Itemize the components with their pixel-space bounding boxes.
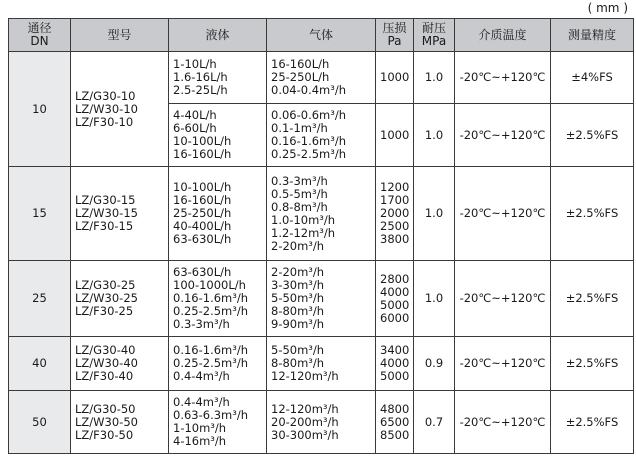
- medium-temp-cell: -20℃~+120℃: [455, 261, 551, 337]
- model-line: LZ/W30-25: [75, 291, 138, 305]
- liquid-range-line: 1-10L/h: [173, 57, 217, 71]
- gas-range-line: 8-80m³/h: [271, 356, 325, 370]
- gas-range-line: 0.1-1m³/h: [271, 121, 328, 135]
- gas-range-line: 0.5-5m³/h: [271, 186, 328, 201]
- liquid-range-cell: [169, 52, 267, 104]
- table-row: [9, 391, 634, 454]
- medium-temp-cell: -20℃~+120℃: [455, 391, 551, 454]
- table-row: [9, 337, 634, 391]
- table-row: [9, 261, 634, 337]
- header-liquid: 液体: [169, 19, 267, 52]
- liquid-range-line: 25-250L/h: [173, 206, 232, 220]
- gas-range-line: 16-160L/h: [271, 57, 330, 71]
- model-line: LZ/G30-40: [75, 343, 136, 357]
- liquid-range-line: 1.6-16L/h: [173, 70, 228, 84]
- accuracy-cell: ±4%FS: [551, 52, 634, 104]
- pressure-loss-line: 2800: [380, 271, 410, 286]
- header-accuracy: 测量精度: [551, 19, 634, 52]
- gas-range-cell: [267, 261, 376, 337]
- pressure-rating-cell: 1.0: [414, 52, 455, 104]
- gas-range-cell: [267, 167, 376, 261]
- model-line: LZ/G30-50: [75, 401, 136, 416]
- accuracy-cell: ±2.5%FS: [551, 104, 634, 167]
- model-line: LZ/G30-10: [75, 88, 136, 103]
- gas-range-line: 0.3-3m³/h: [271, 173, 328, 188]
- header-pressure-rating-line-2: MPa: [421, 34, 447, 48]
- header-pressure-loss-line-1: 压损: [382, 21, 407, 35]
- accuracy-cell: ±2.5%FS: [551, 337, 634, 391]
- gas-range-line: 3-30m³/h: [271, 278, 325, 292]
- liquid-range-line: 10-100L/h: [173, 180, 232, 194]
- pressure-loss-line: 4000: [380, 284, 410, 299]
- header-dn-line-2: DN: [30, 34, 49, 48]
- gas-range-line: 1.2-12m³/h: [271, 225, 336, 240]
- accuracy-cell: ±2.5%FS: [551, 261, 634, 337]
- liquid-range-line: 0.4-4m³/h: [173, 395, 230, 409]
- liquid-range-line: 16-160L/h: [173, 147, 232, 161]
- gas-range-cell: [267, 337, 376, 391]
- pressure-loss-line: 6000: [380, 310, 410, 325]
- pressure-loss-line: 4000: [380, 356, 410, 370]
- model-cell: [71, 167, 169, 261]
- liquid-range-line: 0.16-1.6m³/h: [173, 291, 249, 305]
- pressure-loss-cell: [376, 52, 414, 104]
- liquid-range-line: 10-100L/h: [173, 134, 232, 148]
- liquid-range-line: 63-630L/h: [173, 265, 232, 279]
- model-line: LZ/F30-10: [75, 114, 134, 129]
- gas-range-line: 20-200m³/h: [271, 414, 339, 429]
- gas-range-line: 0.04-0.4m³/h: [271, 83, 347, 97]
- dn-cell: 50: [9, 391, 71, 454]
- gas-range-line: 30-300m³/h: [271, 427, 339, 442]
- medium-temp-cell: -20℃~+120℃: [455, 337, 551, 391]
- dn-cell: 25: [9, 261, 71, 337]
- pressure-rating-cell: 1.0: [414, 167, 455, 261]
- gas-range-line: 5-50m³/h: [271, 343, 325, 357]
- liquid-range-cell: [169, 391, 267, 454]
- header-dn: [9, 19, 71, 52]
- liquid-range-line: 4-40L/h: [173, 108, 217, 122]
- header-medium-temp: 介质温度: [455, 19, 551, 52]
- liquid-range-line: 0.16-1.6m³/h: [173, 343, 249, 357]
- pressure-rating-cell: 0.9: [414, 337, 455, 391]
- liquid-range-cell: [169, 261, 267, 337]
- pressure-rating-cell: 1.0: [414, 104, 455, 167]
- gas-range-line: 0.8-8m³/h: [271, 199, 328, 214]
- pressure-rating-cell: 1.0: [414, 261, 455, 337]
- pressure-loss-line: 5000: [380, 297, 410, 312]
- table-row: [9, 52, 634, 104]
- pressure-loss-cell: [376, 391, 414, 454]
- pressure-loss-line: 1000: [380, 127, 410, 142]
- model-cell: [71, 261, 169, 337]
- model-line: LZ/W30-40: [75, 356, 138, 370]
- dn-cell: 40: [9, 337, 71, 391]
- medium-temp-cell: -20℃~+120℃: [455, 104, 551, 167]
- header-model: 型号: [71, 19, 169, 52]
- pressure-loss-line: 1200: [380, 180, 410, 194]
- pressure-loss-line: 2500: [380, 219, 410, 233]
- liquid-range-line: 0.63-6.3m³/h: [173, 408, 249, 422]
- model-cell: [71, 337, 169, 391]
- pressure-rating-cell: 0.7: [414, 391, 455, 454]
- model-line: LZ/F30-40: [75, 369, 134, 383]
- pressure-loss-cell: [376, 261, 414, 337]
- liquid-range-cell: [169, 104, 267, 167]
- liquid-range-line: 1-10m³/h: [173, 421, 227, 435]
- gas-range-line: 12-120m³/h: [271, 369, 339, 383]
- header-pressure-loss-line-2: Pa: [387, 34, 402, 48]
- gas-range-line: 5-50m³/h: [271, 291, 325, 305]
- liquid-range-line: 40-400L/h: [173, 219, 232, 233]
- table-row: [9, 167, 634, 261]
- gas-range-line: 0.06-0.6m³/h: [271, 108, 347, 122]
- pressure-loss-cell: [376, 337, 414, 391]
- pressure-loss-line: 3400: [380, 343, 410, 357]
- pressure-loss-cell: [376, 167, 414, 261]
- accuracy-cell: ±2.5%FS: [551, 167, 634, 261]
- liquid-range-line: 100-1000L/h: [173, 278, 246, 292]
- liquid-range-line: 2.5-25L/h: [173, 83, 228, 97]
- gas-range-line: 2-20m³/h: [271, 265, 325, 279]
- pressure-loss-line: 3800: [380, 232, 410, 246]
- pressure-loss-line: 6500: [380, 414, 410, 429]
- gas-range-cell: [267, 391, 376, 454]
- header-pressure-rating: [414, 19, 455, 52]
- header-gas: 气体: [267, 19, 376, 52]
- gas-range-line: 12-120m³/h: [271, 401, 339, 416]
- pressure-loss-line: 1700: [380, 193, 410, 207]
- medium-temp-cell: -20℃~+120℃: [455, 52, 551, 104]
- unit-label: ( mm ): [587, 1, 628, 15]
- liquid-range-line: 63-630L/h: [173, 232, 232, 246]
- pressure-loss-line: 1000: [380, 70, 410, 84]
- model-line: LZ/F30-25: [75, 304, 134, 318]
- model-line: LZ/W30-10: [75, 101, 138, 116]
- pressure-loss-line: 5000: [380, 369, 410, 383]
- model-line: LZ/W30-50: [75, 414, 138, 429]
- gas-range-cell: [267, 52, 376, 104]
- dn-cell: 10: [9, 52, 71, 167]
- header-pressure-rating-line-1: 耐压: [421, 21, 446, 35]
- header-pressure-loss: [376, 19, 414, 52]
- gas-range-cell: [267, 104, 376, 167]
- liquid-range-line: 0.4-4m³/h: [173, 369, 230, 383]
- pressure-loss-line: 4800: [380, 401, 410, 416]
- accuracy-cell: ±2.5%FS: [551, 391, 634, 454]
- liquid-range-line: 0.25-2.5m³/h: [173, 356, 249, 370]
- table-body: [9, 52, 634, 454]
- liquid-range-line: 4-16m³/h: [173, 434, 227, 448]
- gas-range-line: 2-20m³/h: [271, 238, 325, 253]
- liquid-range-line: 0.25-2.5m³/h: [173, 304, 249, 318]
- model-line: LZ/W30-15: [75, 206, 138, 220]
- gas-range-line: 0.16-1.6m³/h: [271, 134, 347, 148]
- header-dn-line-1: 通径: [27, 21, 52, 35]
- pressure-loss-line: 2000: [380, 206, 410, 220]
- flowmeter-spec-table: [8, 18, 634, 454]
- model-cell: [71, 391, 169, 454]
- model-line: LZ/F30-15: [75, 219, 134, 233]
- gas-range-line: 1.0-10m³/h: [271, 212, 336, 227]
- pressure-loss-line: 8500: [380, 427, 410, 442]
- header-row: [9, 19, 634, 52]
- medium-temp-cell: -20℃~+120℃: [455, 167, 551, 261]
- liquid-range-line: 6-60L/h: [173, 121, 217, 135]
- liquid-range-line: 16-160L/h: [173, 193, 232, 207]
- dn-cell: 15: [9, 167, 71, 261]
- model-line: LZ/F30-50: [75, 427, 134, 442]
- model-line: LZ/G30-25: [75, 278, 136, 292]
- gas-range-line: 25-250L/h: [271, 70, 330, 84]
- liquid-range-cell: [169, 337, 267, 391]
- gas-range-line: 9-90m³/h: [271, 317, 325, 331]
- pressure-loss-cell: [376, 104, 414, 167]
- model-cell: [71, 52, 169, 167]
- model-line: LZ/G30-15: [75, 193, 136, 207]
- liquid-range-cell: [169, 167, 267, 261]
- gas-range-line: 8-80m³/h: [271, 304, 325, 318]
- gas-range-line: 0.25-2.5m³/h: [271, 147, 347, 161]
- liquid-range-line: 0.3-3m³/h: [173, 317, 230, 331]
